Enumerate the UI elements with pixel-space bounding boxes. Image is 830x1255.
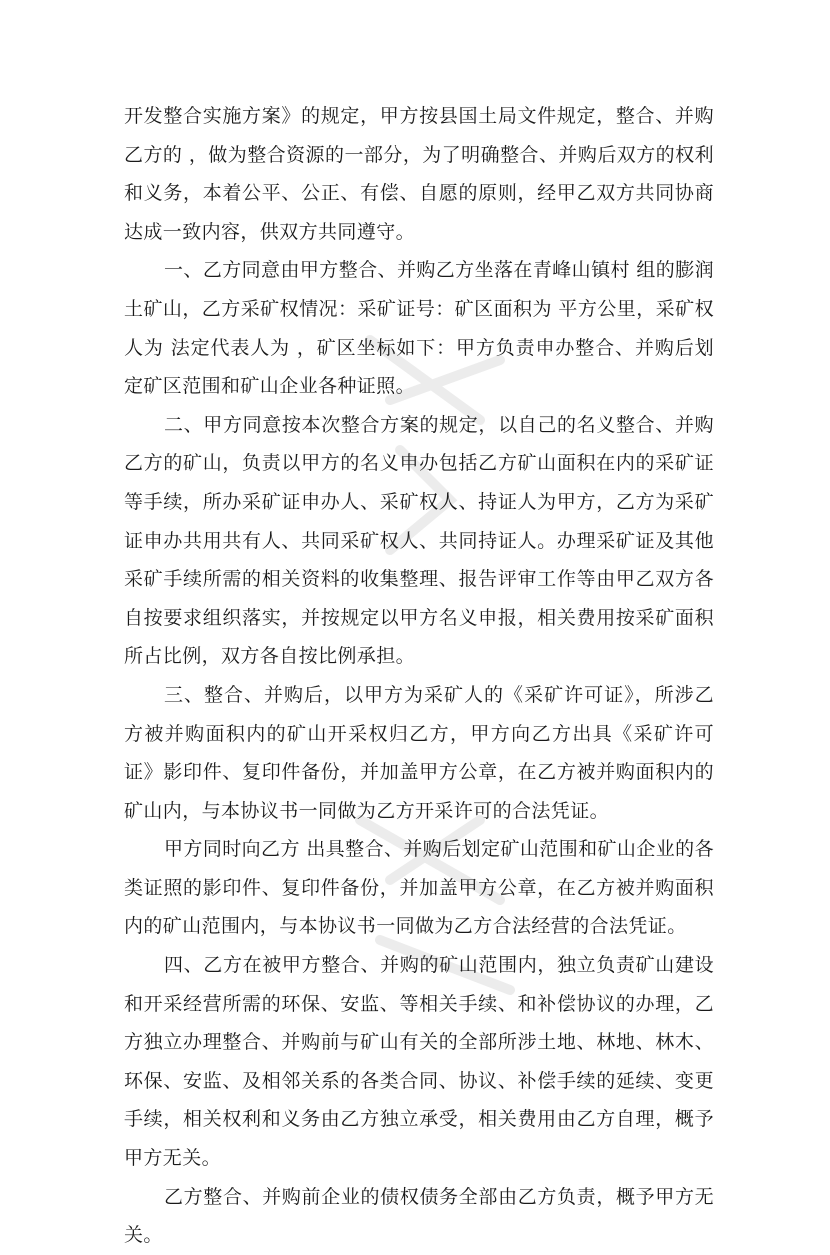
- document-body: [124, 97, 714, 1255]
- paragraph-clause-3: 三、整合、并购后，以甲方为采矿人的《采矿许可证》，所涉乙方被并购面积内的矿山开采权归乙方，甲方向乙方出具《采矿许可证》影印件、复印件备份，并加盖甲方公章，在乙方被并购面积内的矿山内，与本协议书一同做为乙方开采许可的合法凭证。: [124, 683, 714, 822]
- paragraph-clause-3-supplement: 甲方同时向乙方 出具整合、并购后划定矿山范围和矿山企业的各类证照的影印件、复印件备份，并加盖甲方公章，在乙方被并购面积内的矿山范围内，与本协议书一同做为乙方合法经营的合法凭证。: [124, 838, 714, 938]
- paragraph-clause-4: 四、乙方在被甲方整合、并购的矿山范围内，独立负责矿山建设和开采经营所需的环保、安监、等相关手续、和补偿协议的办理，乙方独立办理整合、并购前与矿山有关的全部所涉土地、林地、林木、环保、安监、及相邻关系的各类合同、协议、补偿手续的延续、变更手续，相关权利和义务由乙方独立承受，相关费用由乙方自理，概予甲方无关。: [124, 954, 714, 1170]
- paragraph-intro: 开发整合实施方案》的规定，甲方按县国土局文件规定，整合、并购乙方的 ，做为整合资源的一部分，为了明确整合、并购后双方的权利和义务，本着公平、公正、有偿、自愿的原则，经甲乙双方共同协商达成一致内容，供双方共同遵守。: [124, 105, 714, 243]
- paragraph-clause-4-supplement: 乙方整合、并购前企业的债权债务全部由乙方负责，概予甲方无关。: [124, 1185, 714, 1247]
- paragraph-clause-1: 一、乙方同意由甲方整合、并购乙方坐落在青峰山镇村 组的膨润土矿山，乙方采矿权情况：采矿证号：矿区面积为 平方公里，采矿权人为 法定代表人为 ，矿区坐标如下：甲方负责申办整合、并购后划定矿区范围和矿山企业各种证照。: [124, 259, 714, 398]
- paragraph-clause-2: 二、甲方同意按本次整合方案的规定，以自己的名义整合、并购乙方的矿山，负责以甲方的名义申办包括乙方矿山面积在内的采矿证等手续，所办采矿证申办人、采矿权人、持证人为甲方，乙方为采矿证申办共用共有人、共同采矿权人、共同持证人。办理采矿证及其他采矿手续所需的相关资料的收集整理、报告评审工作等由甲乙双方各自按要求组织落实，并按规定以甲方名义申报，相关费用按采矿面积所占比例，双方各自按比例承担。: [124, 413, 714, 668]
